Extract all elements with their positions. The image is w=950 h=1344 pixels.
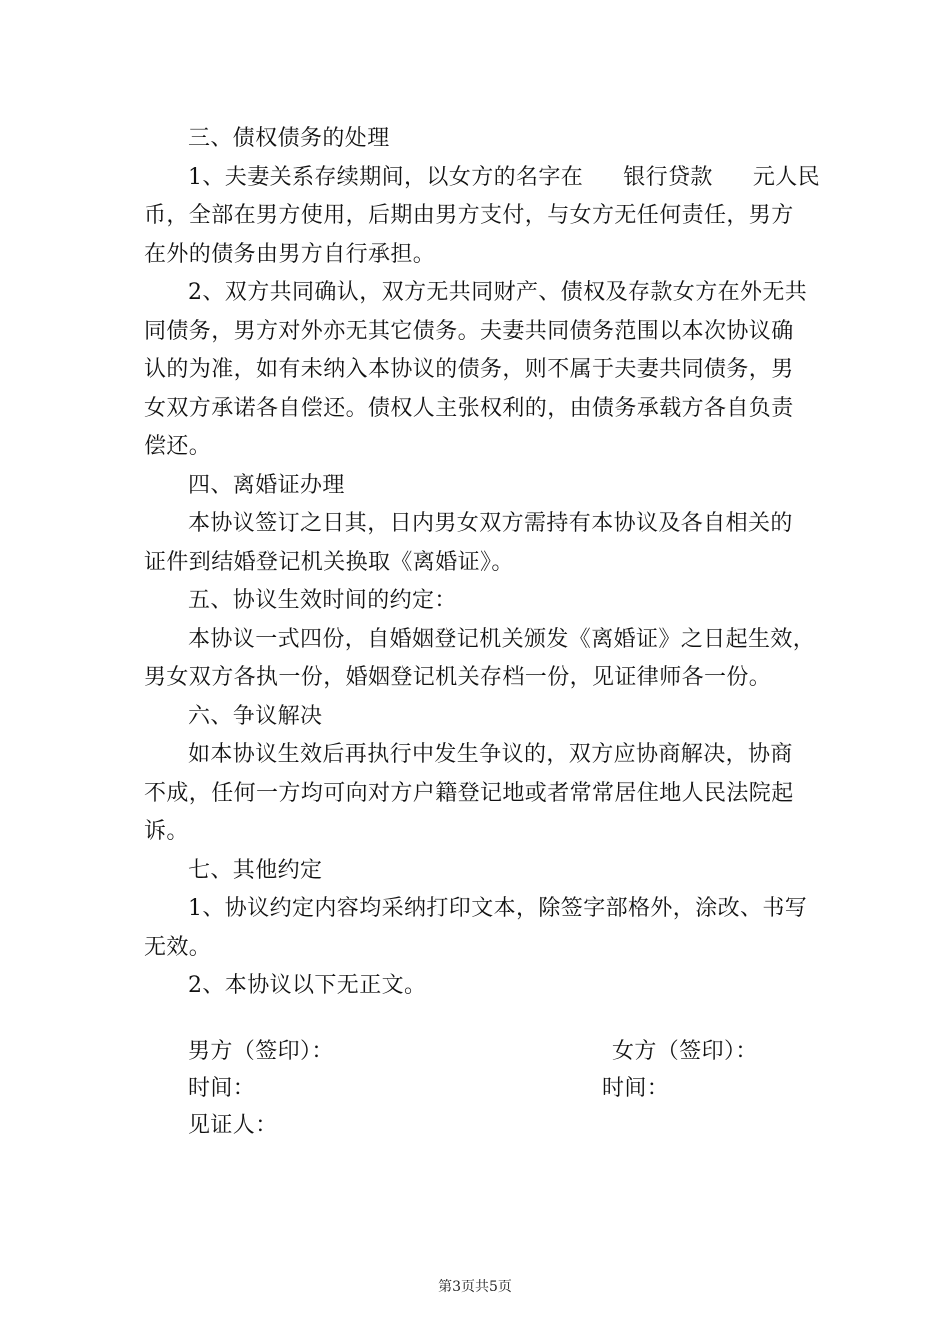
paragraph-line: 女双方承诺各自偿还。债权人主张权利的，由债务承载方各自负责	[144, 395, 794, 421]
paragraph-line: 如本协议生效后再执行中发生争议的，双方应协商解决，协商	[188, 742, 793, 767]
paragraph-line: 本协议一式四份，自婚姻登记机关颁发《离婚证》之日起生效，	[188, 626, 816, 652]
section-heading-other: 七、其他约定	[188, 857, 323, 883]
section-heading-dispute: 六、争议解决	[188, 703, 323, 729]
section-heading-certificate: 四、离婚证办理	[188, 472, 345, 498]
paragraph-fragment: 银行贷款	[623, 164, 713, 190]
paragraph-line	[144, 159, 821, 198]
male-signature-label: 男方（签印）：	[188, 1039, 334, 1064]
paragraph-line: 认的为准，如有未纳入本协议的债务，则不属于夫妻共同债务，男	[144, 357, 794, 382]
paragraph-line: 诉。	[144, 819, 189, 844]
paragraph-line: 2、双方共同确认，双方无共同财产、债权及存款女方在外无共	[188, 280, 808, 305]
paragraph-line: 同债务，男方对外亦无其它债务。夫妻共同债务范围以本次协议确	[144, 318, 794, 344]
paragraph-line: 在外的债务由男方自行承担。	[144, 241, 436, 267]
page-number: 第3页共5页	[438, 1279, 512, 1295]
female-signature-label: 女方（签印）：	[612, 1039, 758, 1064]
agreement-body	[144, 120, 821, 1006]
male-time-label: 时间：	[188, 1076, 256, 1101]
paragraph-fragment: 元人民	[752, 164, 821, 190]
paragraph-line: 证件到结婚登记机关换取《离婚证》。	[144, 549, 514, 575]
paragraph-line: 1、协议约定内容均采纳打印文本，除签字部格外，涂改、书写	[188, 896, 808, 921]
section-heading-debts: 三、债权债务的处理	[188, 126, 390, 151]
paragraph-line: 男女双方各执一份，婚姻登记机关存档一份，见证律师各一份。	[144, 665, 772, 690]
paragraph-line: 不成，任何一方均可向对方户籍登记地或者常常居住地人民法院起	[144, 780, 794, 806]
paragraph-line: 本协议签订之日其，日内男女双方需持有本协议及各自相关的	[188, 511, 793, 536]
paragraph-fragment: 1、夫妻关系存续期间，以女方的名字在	[188, 164, 584, 190]
female-time-label: 时间：	[602, 1076, 670, 1101]
witness-label: 见证人：	[188, 1113, 278, 1138]
paragraph-line: 偿还。	[144, 434, 212, 459]
paragraph-line: 无效。	[144, 934, 212, 960]
section-heading-effective: 五、协议生效时间的约定：	[188, 588, 457, 613]
paragraph-line: 2、本协议以下无正文。	[188, 973, 427, 998]
paragraph-line: 币，全部在男方使用，后期由男方支付，与女方无任何责任，男方	[144, 203, 794, 228]
